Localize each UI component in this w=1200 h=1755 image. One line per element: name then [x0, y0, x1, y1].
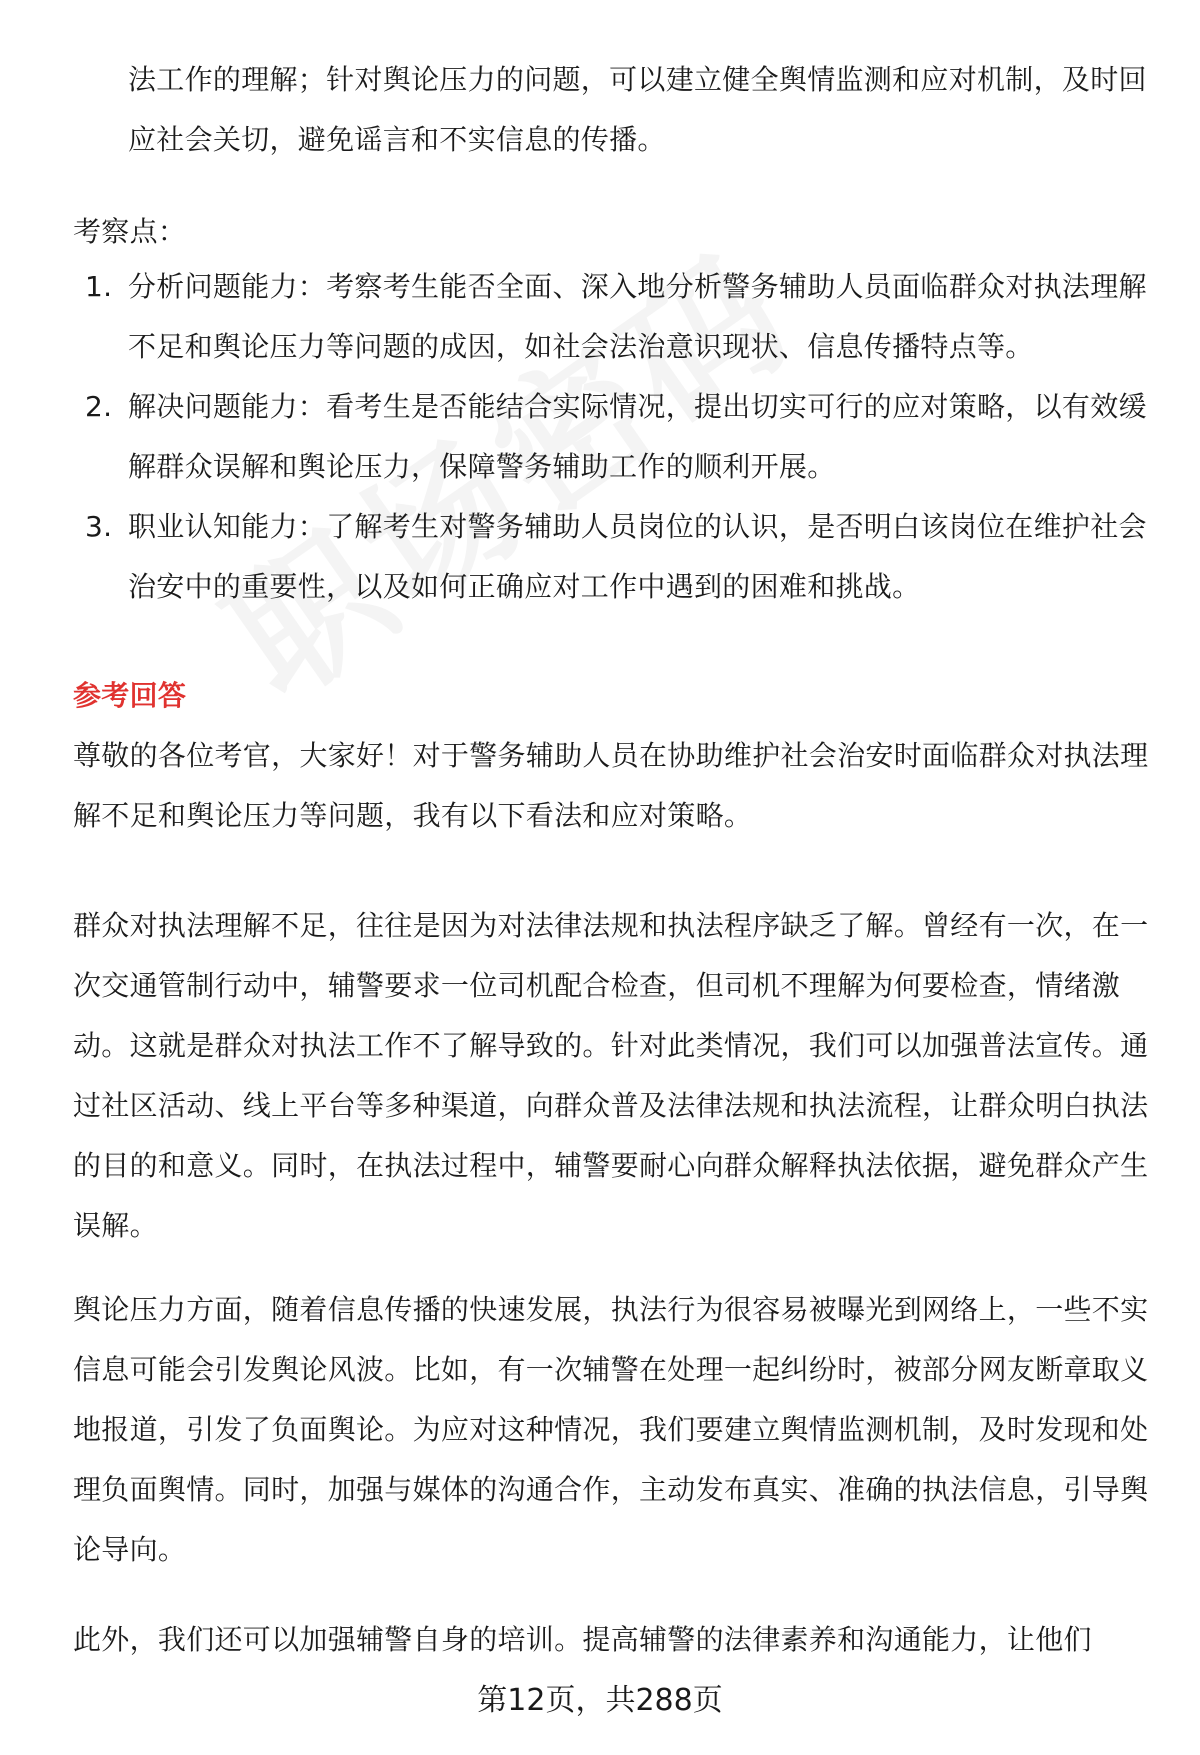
list-item-text: 职业认知能力：了解考生对警务辅助人员岗位的认识，是否明白该岗位在维护社会治安中的重要性，以及如何正确应对工作中遇到的困难和挑战。: [128, 510, 1147, 603]
answer-paragraph: 舆论压力方面，随着信息传播的快速发展，执法行为很容易被曝光到网络上，一些不实信息可能会引发舆论风波。比如，有一次辅警在处理一起纠纷时，被部分网友断章取义地报道，引发了负面舆论。为应对这种情况，我们要建立舆情监测机制，及时发现和处理负面舆情。同时，加强与媒体的沟通合作，主动发布真实、准确的执法信息，引导舆论导向。: [73, 1293, 1149, 1566]
list-item-number: 3.: [85, 510, 113, 543]
answer-paragraph: 群众对执法理解不足，往往是因为对法律法规和执法程序缺乏了解。曾经有一次，在一次交通管制行动中，辅警要求一位司机配合检查，但司机不理解为何要检查，情绪激动。这就是群众对执法工作不了解导致的。针对此类情况，我们可以加强普法宣传。通过社区活动、线上平台等多种渠道，向群众普及法律法规和执法流程，让群众明白执法的目的和意义。同时，在执法过程中，辅警要耐心向群众解释执法依据，避免群众产生误解。: [73, 909, 1149, 1242]
list-item-number: 1.: [85, 270, 113, 303]
list-item-number: 2.: [85, 390, 113, 423]
answer-paragraph: 此外，我们还可以加强辅警自身的培训。提高辅警的法律素养和沟通能力，让他们: [73, 1623, 1092, 1656]
list-item-text: 解决问题能力：看考生是否能结合实际情况，提出切实可行的应对策略，以有效缓解群众误解和舆论压力，保障警务辅助工作的顺利开展。: [128, 390, 1147, 483]
list-item: [73, 377, 1163, 497]
list-item: [73, 257, 1163, 377]
exam-points-label: 考察点：: [73, 215, 187, 248]
list-item: [73, 497, 1163, 617]
continuation-text: 法工作的理解；针对舆论压力的问题，可以建立健全舆情监测和应对机制，及时回应社会关切，避免谣言和不实信息的传播。: [128, 63, 1147, 156]
exam-points-list: [73, 257, 1163, 617]
page-number-footer: 第12页，共288页: [477, 1683, 723, 1718]
reference-answer-heading: 参考回答: [73, 679, 187, 712]
list-item-text: 分析问题能力：考察考生能否全面、深入地分析警务辅助人员面临群众对执法理解不足和舆论压力等问题的成因，如社会法治意识现状、信息传播特点等。: [128, 270, 1147, 363]
answer-paragraph: 尊敬的各位考官，大家好！对于警务辅助人员在协助维护社会治安时面临群众对执法理解不足和舆论压力等问题，我有以下看法和应对策略。: [73, 739, 1149, 832]
